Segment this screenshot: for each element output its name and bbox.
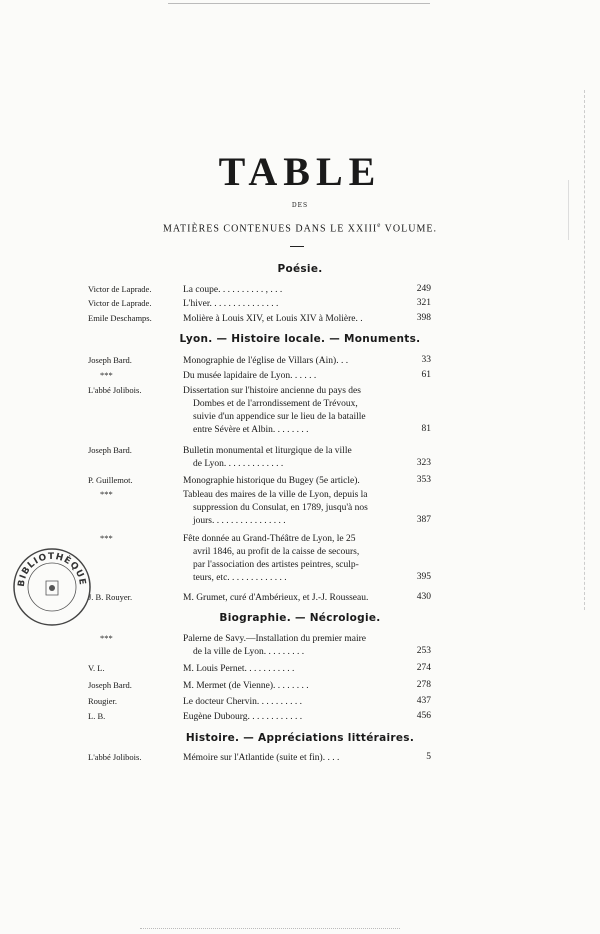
title-divider (290, 246, 304, 247)
entry-author: L. B. (88, 711, 106, 721)
subtitle-main: MATIÈRES CONTENUES DANS LE XXIII (163, 223, 378, 235)
entry-line: suivie d'un appendice sur le lieu de la bataille (193, 412, 366, 422)
subtitle-sup: e (377, 221, 382, 229)
entry-title (183, 592, 393, 605)
entry-title (183, 633, 393, 659)
entry-page: 437 (416, 696, 431, 706)
entry-author: Joseph Bard. (88, 680, 132, 690)
entry-page: 387 (416, 515, 431, 525)
entry-line: La coupe. . . . . . . . . . , . . . (183, 285, 283, 295)
entry-page: 33 (421, 355, 431, 365)
entry-title (183, 298, 393, 311)
entry-page: 249 (416, 284, 431, 294)
entry-title (183, 711, 393, 724)
entry-title (183, 385, 393, 437)
entry-page: 81 (421, 424, 431, 434)
entry-page: 274 (416, 663, 431, 673)
section-poesie: Poésie. (277, 263, 323, 275)
entry-page: 398 (416, 313, 431, 323)
entry-title (183, 445, 393, 471)
entry-title (183, 284, 393, 297)
entry-line: entre Sévère et Albin. . . . . . . . (193, 425, 309, 435)
section-lyon: Lyon. — Histoire locale. — Monuments. (179, 333, 421, 345)
entry-line: Dissertation sur l'histoire ancienne du pays des (183, 386, 361, 396)
entry-title (183, 489, 393, 528)
entry-page: 278 (416, 680, 431, 690)
entry-page: 395 (416, 572, 431, 582)
entry-author: *** (100, 489, 113, 499)
entry-line: Monographie historique du Bugey (5e article). (183, 476, 360, 486)
page-title: TABLE (218, 149, 382, 194)
section-histoire: Histoire. — Appréciations littéraires. (185, 732, 415, 744)
entry-line: Palerne de Savy.—Installation du premier maire (183, 634, 366, 644)
entry-author: Victor de Laprade. (88, 298, 152, 308)
entry-line: avril 1846, au profit de la caisse de secours, (193, 547, 360, 557)
entry-line: de Lyon. . . . . . . . . . . . . (193, 459, 284, 469)
entry-author: *** (100, 370, 113, 380)
entry-line: Du musée lapidaire de Lyon. . . . . . (183, 371, 317, 381)
entry-line: Monographie de l'église de Villars (Ain). . . (183, 356, 349, 366)
entry-page: 61 (421, 370, 431, 380)
entry-author: Victor de Laprade. (88, 284, 152, 294)
entry-page: 456 (416, 711, 431, 721)
entry-line: Eugène Dubourg. . . . . . . . . . . . (183, 712, 303, 722)
entry-line: Bulletin monumental et liturgique de la ville (183, 446, 352, 456)
entry-line: M. Mermet (de Vienne). . . . . . . . (183, 681, 309, 691)
entry-author: *** (100, 533, 113, 543)
entry-title (183, 752, 393, 765)
entry-line: L'hiver. . . . . . . . . . . . . . . (183, 299, 279, 309)
entry-author: *** (100, 633, 113, 643)
entry-line: M. Grumet, curé d'Ambérieux, et J.-J. Rousseau. (183, 593, 369, 603)
entry-author: Joseph Bard. (88, 355, 132, 365)
entry-author: Emile Deschamps. (88, 313, 152, 323)
entry-title (183, 370, 393, 383)
entry-line: Mémoire sur l'Atlantide (suite et fin). . . . (183, 753, 340, 763)
entry-page: 323 (416, 458, 431, 468)
entry-line: Fête donnée au Grand-Théâtre de Lyon, le 25 (183, 534, 356, 544)
stamp-text: BIBLIOTHÈQUE (16, 551, 88, 588)
entry-page: 430 (416, 592, 431, 602)
entry-title (183, 680, 393, 693)
entry-title (183, 663, 393, 676)
entry-title (183, 355, 393, 368)
entry-line: Dombes et de l'arrondissement de Trévoux, (193, 399, 358, 409)
library-stamp-icon (10, 545, 94, 629)
entry-author: P. Guillemot. (88, 475, 133, 485)
entry-author: Joseph Bard. (88, 445, 132, 455)
entry-page: 5 (426, 752, 431, 762)
page-edge-bottom (140, 928, 400, 929)
subtitle-end: VOLUME. (381, 223, 437, 235)
entry-line: Molière à Louis XIV, et Louis XIV à Molière. . (183, 314, 363, 324)
entry-line: Tableau des maires de la ville de Lyon, depuis la (183, 490, 368, 500)
entry-author: Rougier. (88, 696, 118, 706)
entry-line: jours. . . . . . . . . . . . . . . . (193, 516, 286, 526)
entry-author: J. B. Rouyer. (88, 592, 133, 602)
entry-line: suppression du Consulat, en 1789, jusqu'à nos (193, 503, 368, 513)
entry-page: 321 (416, 298, 431, 308)
page-edge-top (168, 3, 430, 4)
entry-title (183, 533, 393, 585)
entry-line: teurs, etc. . . . . . . . . . . . . (193, 573, 287, 583)
entry-author: L'abbé Jolibois. (88, 752, 142, 762)
entry-author: L'abbé Jolibois. (88, 385, 142, 395)
section-biographie: Biographie. — Nécrologie. (219, 612, 381, 624)
entry-title (183, 696, 393, 709)
title-des: DES (291, 202, 309, 209)
entry-line: Le docteur Chervin. . . . . . . . . . (183, 697, 302, 707)
entry-line: de la ville de Lyon. . . . . . . . . (193, 647, 305, 657)
entry-title (183, 313, 393, 326)
entry-line: par l'association des artistes peintres, sculp- (193, 560, 359, 570)
entry-title (183, 475, 393, 488)
entry-line: M. Louis Pernet. . . . . . . . . . . (183, 664, 295, 674)
entry-author: V. L. (88, 663, 105, 673)
entry-page: 353 (416, 475, 431, 485)
entry-page: 253 (416, 646, 431, 656)
subtitle (0, 221, 600, 234)
